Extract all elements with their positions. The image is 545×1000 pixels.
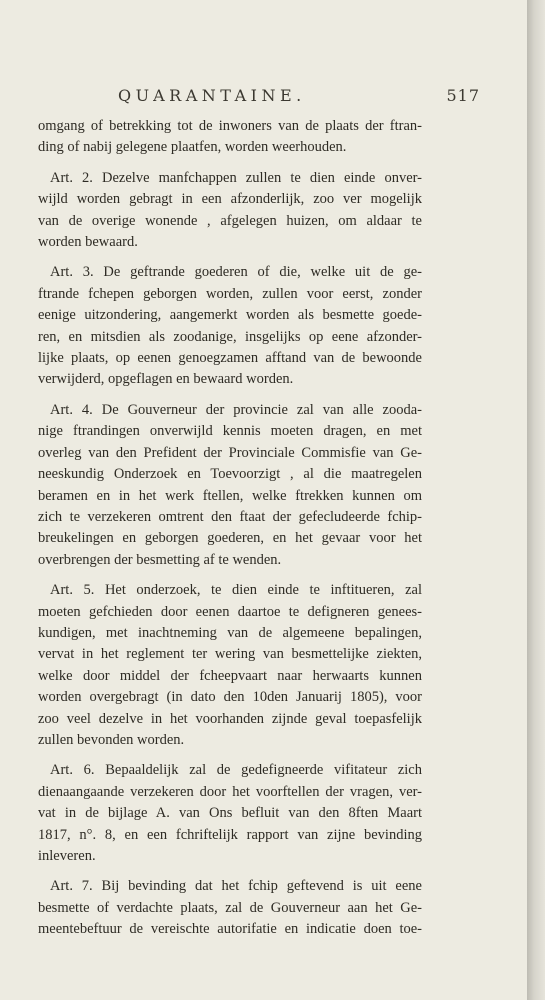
paragraph-art-5 [38,580,422,751]
text-line: vervat in het reglement ter wering van besmettelijke ziekten, [38,646,422,663]
text-line: van de overige wonende , afgelegen huizen, om aldaar te [38,212,422,229]
text-line: worden overgebragt (in dato den 10den Januarij 1805), voor [38,689,422,706]
text-line: inleveren. [38,848,96,864]
text-line: overleg van den Prefident der Provinciale Commisfie van Ge- [38,444,422,461]
paragraph-art-7 [38,876,422,940]
text-line: vat in de bijlage A. van Ons befluit van den 8ften Maart [38,805,422,822]
text-line: ding of nabij gelegene plaatfen, worden weerhouden. [38,139,347,156]
text-line: 1817, n°. 8, en een fchriftelijk rapport van zijne bevinding [38,826,422,843]
text-line: breukelingen en geborgen goederen, en het gevaar voor het [38,530,422,547]
paragraph-art-3 [38,262,422,390]
paragraph-art-6 [38,760,422,867]
text-line: Art. 4. De Gouverneur der provincie zal van alle zooda- [50,401,422,418]
text-line: nige ftrandingen onverwijld kennis moeten dragen, en met [38,423,422,440]
text-line: besmette of verdachte plaats, zal de Gouverneur aan het Ge- [38,899,422,916]
text-line: verwijderd, opgeflagen en bewaard worden. [38,371,294,388]
text-line: omgang of betrekking tot de inwoners van de plaats der ftran- [38,118,422,134]
text-line: eenige uitzondering, aangemerkt worden als besmette goede- [38,307,422,324]
text-line: meentebeftuur de vereischte autorifatie en indicatie doen toe- [38,921,422,938]
page-number: 517 [446,86,480,105]
page-header [60,86,480,110]
text-line: neeskundig Onderzoek en Toevoorzigt , al die maatregelen [38,466,422,483]
text-line: worden bewaard. [38,234,138,251]
text-line: Art. 3. De geftrande goederen of die, welke uit de ge- [50,264,422,281]
text-line: Art. 7. Bij bevinding dat het fchip geftevend is uit eene [50,878,422,895]
text-line: ren, en mitsdien als zoodanige, insgelijks op eene afzonder- [38,328,422,345]
text-line: beramen en in het werk ftellen, welke ftrekken kunnen om [38,487,422,504]
text-line: Art. 2. Dezelve manfchappen zullen te dien einde onver- [50,169,422,186]
text-line: wijld worden gebragt in een afzonderlijk, zoo ver mogelijk [38,191,422,208]
text-line: kundigen, met inachtneming van de algemeene bepalingen, [38,624,422,641]
body-text [38,116,422,950]
text-line: zoo veel dezelve in het voorhanden zijnde geval toepasfelijk [38,710,422,727]
text-line: lijke plaats, op eenen genoegzamen afftand van de bewoonde [38,350,422,367]
text-line: dienaangaande verzekeren door het voorftellen der vragen, ver- [38,783,422,800]
paragraph [38,116,422,159]
paragraph-art-2 [38,168,422,254]
paragraph-art-4 [38,400,422,571]
text-line: welke door middel der fcheepvaart naar herwaarts kunnen [38,667,422,684]
text-line: moeten gefchieden door eenen daartoe te defigneren genees- [38,603,422,620]
running-title: QUARANTAINE. [118,86,306,105]
text-line: zullen bevonden worden. [38,731,185,748]
text-line: ftrande fchepen geborgen worden, zullen voor eerst, zonder [38,285,422,302]
text-line: Art. 5. Het onderzoek, te dien einde te inftitueren, zal [50,582,422,599]
page-edge [527,0,545,1000]
text-line: zich te verzekeren omtrent den ftaat der gefecludeerde fchip- [38,508,422,525]
text-line: Art. 6. Bepaaldelijk zal de gedefigneerde vifitateur zich [50,762,422,779]
text-line: overbrengen der besmetting af te wenden. [38,551,282,568]
